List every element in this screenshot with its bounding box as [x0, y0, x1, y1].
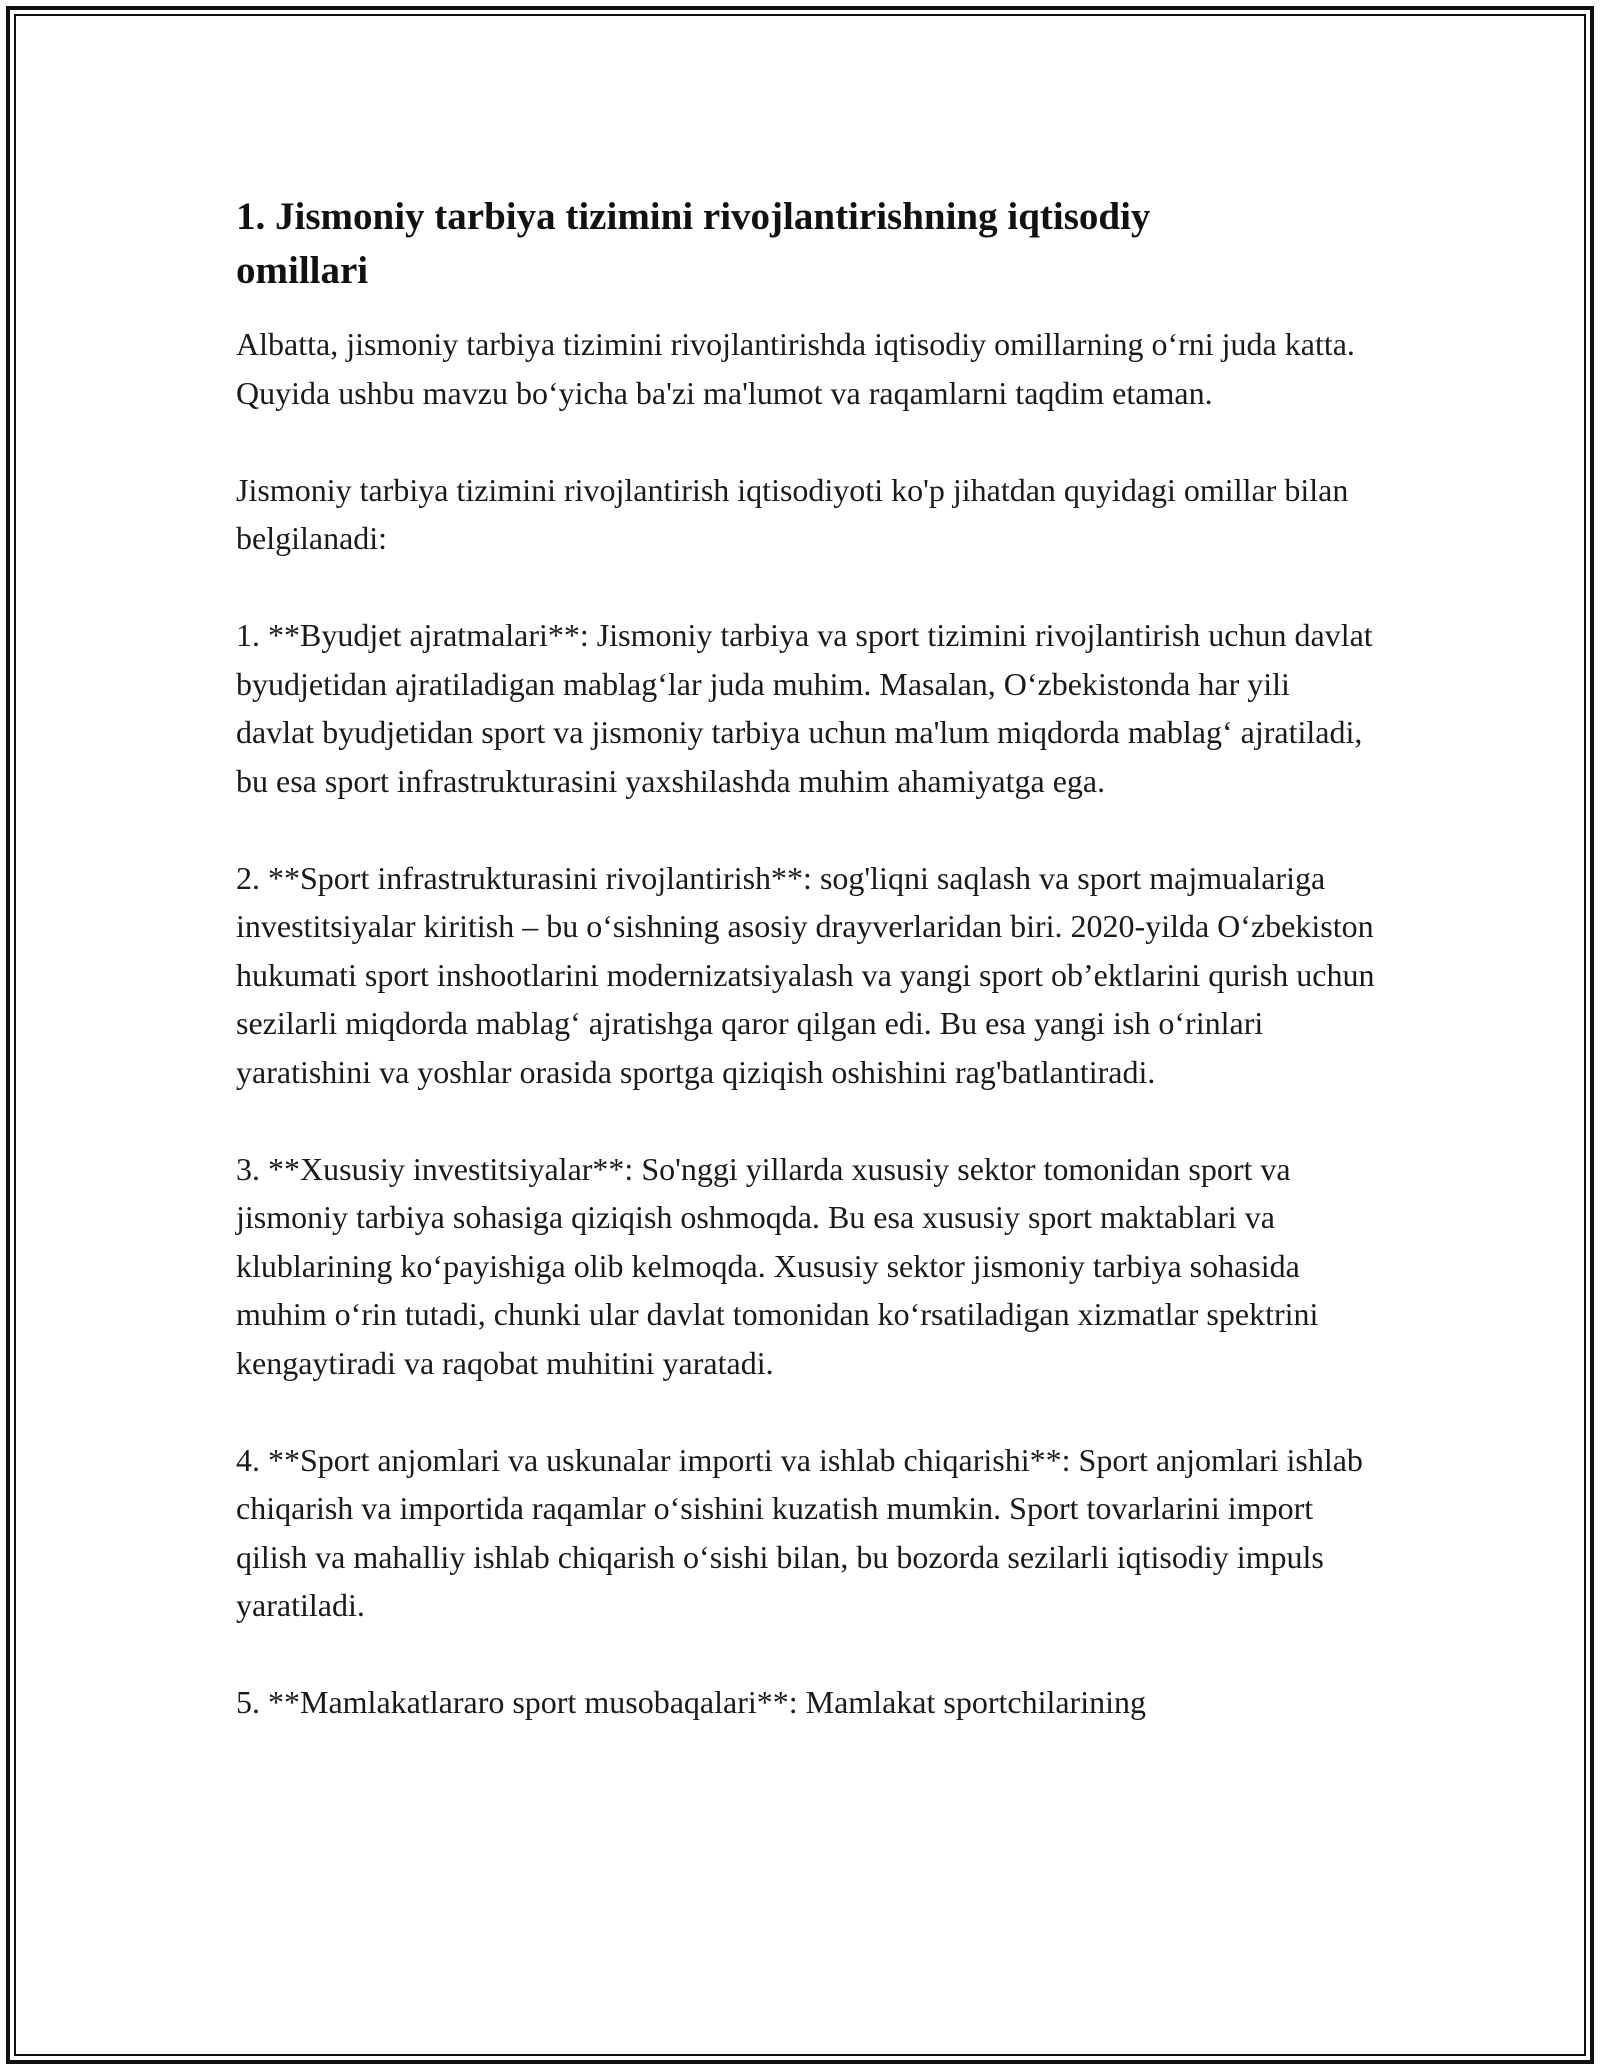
- paragraph-item-3: 3. **Xususiy investitsiyalar**: So'nggi yillarda xususiy sektor tomonidan sport va jismoniy tarbiya sohasiga qiziqish oshmoqda. Bu esa xususiy sport maktablari va klublarining ko‘payishiga olib kelmoqda. Xususiy sektor jismoniy tarbiya sohasida muhim o‘rin tutadi, chunki ular davlat tomonidan ko‘rsatiladigan xizmatlar spektrini kengaytiradi va raqobat muhitini yaratadi.: [236, 1150, 1319, 1381]
- paragraph-intro: Albatta, jismoniy tarbiya tizimini rivojlantirishda iqtisodiy omillarning o‘rni juda katta. Quyida ushbu mavzu bo‘yicha ba'zi ma'lumot va raqamlarni taqdim etaman.: [236, 326, 1355, 411]
- paragraph-item-1: 1. **Byudjet ajratmalari**: Jismoniy tarbiya va sport tizimini rivojlantirish uchun davlat byudjetidan ajratiladigan mablag‘lar juda muhim. Masalan, O‘zbekistonda har yili davlat byudjetidan sport va jismoniy tarbiya uchun ma'lum miqdorda mablag‘ ajratiladi, bu esa sport infrastrukturasini yaxshilashda muhim ahamiyatga ega.: [236, 617, 1373, 799]
- paragraph-item-2: 2. **Sport infrastrukturasini rivojlantirish**: sog'liqni saqlash va sport majmualariga investitsiyalar kiritish – bu o‘sishning asosiy drayverlaridan biri. 2020-yilda O‘zbekiston hukumati sport inshootlarini modernizatsiyalash va yangi sport ob’ektlarini qurish uchun sezilarli miqdorda mablag‘ ajratishga qaror qilgan edi. Bu esa yangi ish o‘rinlari yaratishini va yoshlar orasida sportga qiziqish oshishini rag'batlantiradi.: [236, 859, 1375, 1090]
- paragraph-item-5: 5. **Mamlakatlararo sport musobaqalari**: Mamlakat sportchilarining: [236, 1684, 1146, 1720]
- paragraph-item-4: 4. **Sport anjomlari va uskunalar importi va ishlab chiqarishi**: Sport anjomlari ishlab chiqarish va importida raqamlar o‘sishini kuzatish mumkin. Sport tovarlarini import qilish va mahalliy ishlab chiqarish o‘sishi bilan, bu bozorda sezilarli iqtisodiy impuls yaratiladi.: [236, 1441, 1363, 1623]
- document-title: 1. Jismoniy tarbiya tizimini rivojlantirishning iqtisodiy omillari: [236, 195, 1151, 292]
- document-page: [236, 190, 1376, 1775]
- paragraph-factors-lead: Jismoniy tarbiya tizimini rivojlantirish iqtisodiyoti ko'p jihatdan quyidagi omillar bilan belgilanadi:: [236, 471, 1349, 556]
